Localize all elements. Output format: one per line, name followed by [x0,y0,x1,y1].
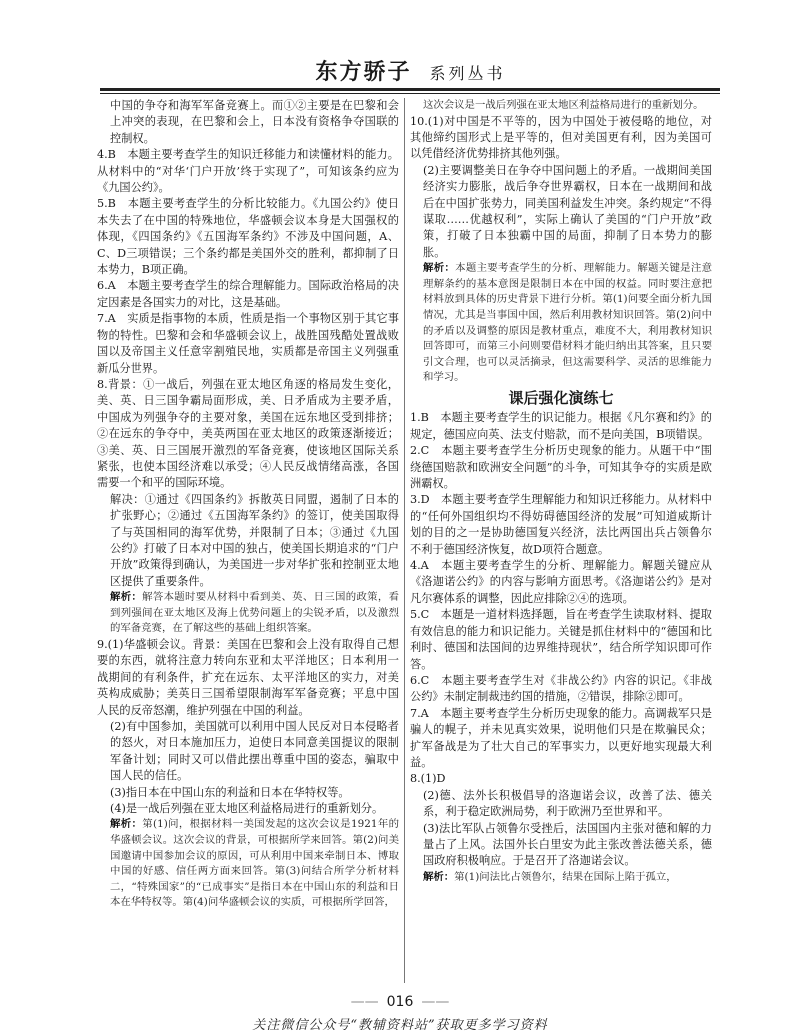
answer-paragraph [410,443,712,492]
answer-paragraph [97,311,399,377]
answer-paragraph [410,410,712,443]
answer-paragraph [97,98,399,147]
analysis-label: 解析： [423,262,456,275]
brand-title: 东方骄子 [315,60,412,85]
paragraph-text: 8.(1)D [410,772,446,786]
paragraph-text: 课后强化演练七 [508,389,614,407]
paragraph-text: (3)法比军队占领鲁尔受挫后，法国国内主张对德和解的力量占了上风。法国外长白里安为此主张改善法德关系，德国政府积极响应。于是召开了洛迦诺会议。 [423,821,712,868]
analysis-label: 解析： [423,870,455,883]
paragraph-text: 2.C 本题主要考查学生分析历史现象的能力。从题干中“围绕德国赔款和欧洲安全问题”的斗争，可知其争夺的实质是欧洲霸权。 [410,444,712,491]
paragraph-text: 10.(1)对中国是不平等的，因为中国处于被侵略的地位，对其他缔约国形式上是平等的，但对美国更有利，因为美国可以凭借经济优势排挤其他列强。 [410,114,712,161]
paragraph-text: 中国的争夺和海军军备竞赛上。而①②主要是在巴黎和会上冲突的表现，在巴黎和会上，日本没有资格争夺国联的控制权。 [110,99,399,145]
column-divider [404,98,405,983]
page-header [118,56,703,86]
answer-paragraph [410,163,712,261]
answer-paragraph [410,771,712,787]
paragraph-text: 7.A 本题主要考查学生分析历史现象的能力。高调裁军只是骗人的幌子，并未见真实效果，说明他们只是在欺骗民众；扩军备战是为了壮大自己的军事实力，以更好地实现最大利益。 [410,706,712,769]
paragraph-text: 本题主要考查学生的分析、理解能力。解题关键是注意理解条约的基本意图是限制日本在中国的权益。同时要注意把材料放到具体的历史背景下进行分析。第(1)问要全面分析九国情况，尤其是当事国中国，然后利用教材知识回答。第(2)问中的矛盾以及调整的原因是教材重点，难度不大，利用教材知识回答即可，而第三小问则要借材料才能归纳出其答案，且只要引文合理，也可以灵活摘录，但这需要科学、灵活的思维能力和学习。 [423,262,712,384]
answer-paragraph [97,196,399,278]
page-number: —— 016 —— [350,994,450,1010]
paragraph-text: 8.背景：①一战后，列强在亚太地区角逐的格局发生变化，美、英、日三国争霸局面形成，美、日矛盾成为主要矛盾，中国成为列强争夺的主要对象，美国在远东地区受到排挤；②在远东的争夺中，美英两国在亚太地区的政策逐渐接近；③美、英、日三国展开激烈的军备竞赛，使该地区国际关系紧张，也使本国经济难以承受；④人民反战情绪高涨，各国需要一个和平的国际环境。 [97,377,399,490]
right-column [410,98,712,988]
answer-paragraph [410,788,712,821]
answer-paragraph [97,278,399,311]
answer-paragraph [410,706,712,772]
paragraph-text: 1.B 本题主要考查学生的识记能力。根据《凡尔赛和约》的规定，德国应向英、法支付赔款，而不是向美国，B项错误。 [410,411,712,441]
answer-paragraph [410,673,712,706]
paragraph-text: 6.A 本题主要考查学生的综合理解能力。国际政治格局的决定因素是各国实力的对比，这是基础。 [97,279,399,309]
paragraph-text: 4.B 本题主要考查学生的知识迁移能力和读懂材料的能力。从材料中的“对华‘门户开放’终于实现了”，可知该条约应为《九国公约》。 [97,148,399,195]
analysis-paragraph [97,817,399,911]
series-title: 系列丛书 [429,64,506,83]
paragraph-text: 9.(1)华盛顿会议。背景：美国在巴黎和会上没有取得自己想要的东西，就将注意力转向东亚和太平洋地区；日本利用一战期间的有利条件，扩充在远东、太平洋地区的实力，对美英构成威胁；美英日三国希望限制海军军备竞赛；平息中国人民的反帝怒潮，维护列强在中国的利益。 [97,637,399,717]
paragraph-text: (2)德、法外长积极倡导的洛迦诺会议，改善了法、德关系，利于稳定欧洲局势，利于欧洲乃至世界和平。 [423,788,712,819]
paragraph-text: 6.C 本题主要考查学生对《非战公约》内容的识记。《非战公约》未制定制裁违约国的措施，②错误，排除②即可。 [410,673,712,704]
analysis-label: 解析： [110,591,143,604]
answer-paragraph [410,492,712,558]
header-rule-thin [100,93,720,94]
answer-paragraph [410,558,712,607]
answer-paragraph [97,801,399,817]
paragraph-text: 5.C 本题是一道材料选择题，旨在考查学生读取材料、提取有效信息的能力和识记能力。关键是抓住材料中的“德国和比利时、德国和法国间的边界维持现状”，结合所学知识即可作答。 [410,608,712,671]
answer-paragraph [97,147,399,196]
paragraph-text: 5.B 本题主要考查学生的分析比较能力。《九国公约》使日本失去了在中国的特殊地位，华盛顿会议本身是大国强权的体现，《四国条约》《五国海军条约》不涉及中国问题，A、C、D三项错误；三个条约都是美国外交的胜利，都抑制了日本势力，B项正确。 [97,197,399,277]
answer-paragraph [410,821,712,870]
paragraph-text: 4.A 本题主要考查学生的分析、理解能力。解题关键应从《洛迦诺公约》的内容与影响方面思考。《洛迦诺公约》是对凡尔赛体系的调整，因此应排除②④的选项。 [410,559,712,605]
answer-paragraph [97,637,399,719]
paragraph-text: 这次会议是一战后列强在亚太地区利益格局进行的重新划分。 [423,99,704,111]
header-rule-thick [100,88,720,91]
paragraph-text: 解决：①通过《四国条约》拆散英日同盟，遏制了日本的扩张野心；②通过《五国海军条约》的签订，使美国取得了与英国相同的海军优势，并限制了日本；③通过《九国公约》打破了日本对中国的独占，使美国长期追求的“门户开放”政策得到确认，为美国进一步对华扩张和控制亚太地区提供了重要条件。 [110,492,399,588]
answer-paragraph [97,719,399,785]
answer-paragraph [410,114,712,163]
paragraph-text: (2)有中国参加，美国就可以利用中国人民反对日本侵略者的怒火，对日本施加压力，迫使日本同意美国提议的限制军备计划；同时又可以借此摆出尊重中国的姿态，骗取中国人民的信任。 [110,720,399,783]
paragraph-text: 第(1)问，根据材料一美国发起的这次会议是1921年的华盛顿会议。这次会议的背景，可根据所学来回答。第(2)问美国邀请中国参加会议的原因，可从利用中国来牵制日本、博取中国的好感、信任两方面来回答。第(3)问结合所学分析材料二，“特殊国家”的“已成事实”是指日本在中国山东的利益和日本在华特权等。第(4)问华盛顿会议的实质，可根据所学回答， [110,818,399,909]
paragraph-text: 第(1)问法比占领鲁尔，结果在国际上陷于孤立， [454,870,677,883]
analysis-paragraph [410,261,712,386]
paragraph-text: 解答本题时要从材料中看到美、英、日三国的政策，看到列强间在亚太地区及海上优势问题上的尖锐矛盾，以及激烈的军备竞赛，在了解这些的基础上组织答案。 [110,591,399,635]
analysis-paragraph [97,590,399,637]
analysis-paragraph [410,870,712,886]
answer-paragraph [97,785,399,801]
answer-paragraph [97,377,399,492]
answer-paragraph [410,607,712,673]
answer-paragraph [97,492,399,590]
paragraph-text: (2)主要调整美日在争夺中国问题上的矛盾。一战期间美国经济实力膨胀，战后争夺世界霸权，日本在一战期间和战后在中国扩张势力，同美国利益发生冲突。条约规定“不得谋取……优越权利”，实际上确认了美国的“门户开放”政策，打破了日本独霸中国的局面，抑制了日本势力的膨胀。 [423,163,712,259]
left-column [97,98,399,988]
section-title [410,390,712,406]
paragraph-text: (3)指日本在中国山东的利益和日本在华特权等。 [110,785,350,799]
footer-note: 关注微信公众号“教辅资料站”获取更多学习资料 [252,1018,548,1033]
page-number-text: 016 [386,994,414,1010]
answer-paragraph [410,98,712,114]
paragraph-text: (4)是一战后列强在亚太地区利益格局进行的重新划分。 [110,802,384,816]
analysis-label: 解析： [110,818,143,831]
paragraph-text: 3.D 本题主要考查学生理解能力和知识迁移能力。从材料中的“任何外国组织均不得妨碍德国经济的发展”可知道威斯计划的目的之一是协助德国复兴经济，法比两国出兵占领鲁尔不利于德国经济恢复，故D项符合题意。 [410,493,712,556]
paragraph-text: 7.A 实质是指事物的本质，性质是指一个事物区别于其它事物的特性。巴黎和会和华盛顿会议上，战胜国残酷处置战败国以及帝国主义任意宰割殖民地，实质都是帝国主义列强重新瓜分世界。 [97,312,399,375]
